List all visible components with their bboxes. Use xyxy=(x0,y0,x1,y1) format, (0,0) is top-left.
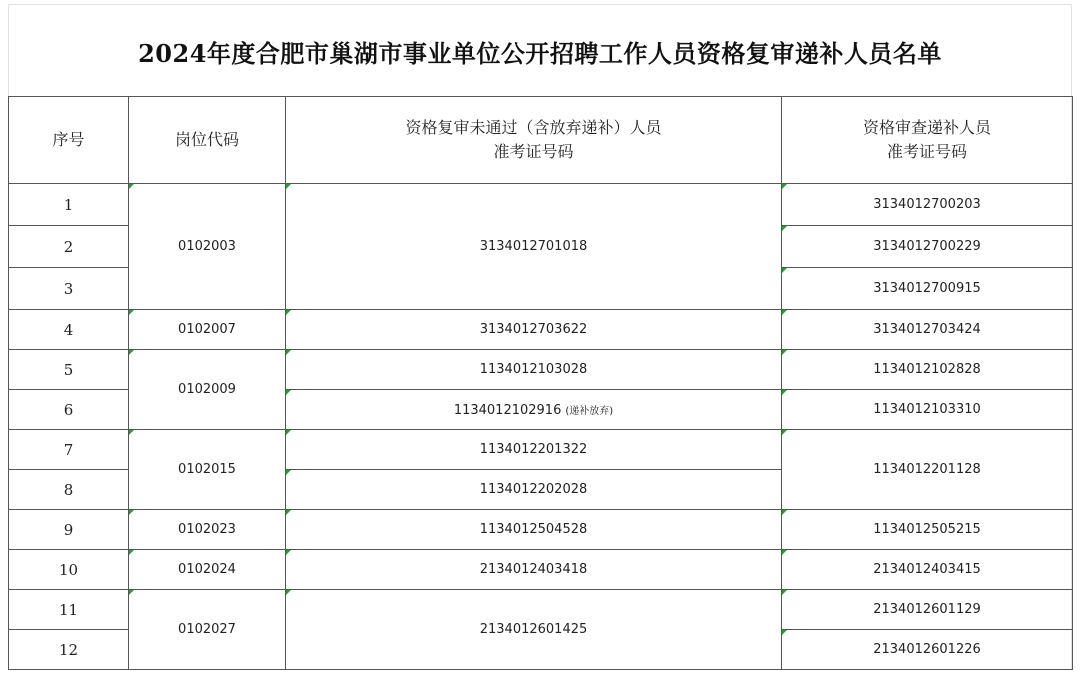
failed-id-cell: 3134012701018 xyxy=(286,184,782,310)
header-row xyxy=(9,97,1073,184)
failed-id-cell: 1134012103028 xyxy=(286,350,782,390)
substitute-id-cell: 3134012700229 xyxy=(782,226,1073,268)
seq-cell: 8 xyxy=(9,470,129,510)
seq-cell: 3 xyxy=(9,268,129,310)
failed-id-cell: 3134012703622 xyxy=(286,310,782,350)
post-code-cell: 0102027 xyxy=(129,590,286,670)
seq-cell: 5 xyxy=(9,350,129,390)
post-code-cell: 0102007 xyxy=(129,310,286,350)
table-row xyxy=(9,550,1073,590)
failed-id-cell: 2134012403418 xyxy=(286,550,782,590)
failed-id-cell xyxy=(286,390,782,430)
failed-id-text: 1134012102916 xyxy=(453,402,562,418)
header-sub-line2: 准考证号码 xyxy=(886,142,967,161)
seq-cell: 6 xyxy=(9,390,129,430)
substitute-id-cell: 1134012102828 xyxy=(782,350,1073,390)
seq-cell: 2 xyxy=(9,226,129,268)
document-title: 2024年度合肥市巢湖市事业单位公开招聘工作人员资格复审递补人员名单 xyxy=(138,38,942,68)
seq-cell: 12 xyxy=(9,630,129,670)
post-code-cell: 0102015 xyxy=(129,430,286,510)
table-row xyxy=(9,184,1073,226)
header-seq: 序号 xyxy=(9,97,129,184)
header-failed-line1: 资格复审未通过（含放弃递补）人员 xyxy=(405,118,662,137)
failed-id-cell: 1134012202028 xyxy=(286,470,782,510)
substitute-id-cell: 2134012601129 xyxy=(782,590,1073,630)
table-row xyxy=(9,350,1073,390)
post-code-cell: 0102024 xyxy=(129,550,286,590)
header-post-code: 岗位代码 xyxy=(129,97,286,184)
seq-cell: 11 xyxy=(9,590,129,630)
table-row xyxy=(9,310,1073,350)
substitute-id-cell: 2134012403415 xyxy=(782,550,1073,590)
table-row xyxy=(9,430,1073,470)
post-code-cell: 0102009 xyxy=(129,350,286,430)
substitute-id-cell: 2134012601226 xyxy=(782,630,1073,670)
substitute-id-cell: 1134012505215 xyxy=(782,510,1073,550)
failed-id-cell: 2134012601425 xyxy=(286,590,782,670)
header-substitute-candidates xyxy=(782,97,1073,184)
substitute-id-cell: 3134012700915 xyxy=(782,268,1073,310)
failed-id-cell: 1134012201322 xyxy=(286,430,782,470)
seq-cell: 10 xyxy=(9,550,129,590)
table-row xyxy=(9,590,1073,630)
header-failed-line2: 准考证号码 xyxy=(493,142,574,161)
seq-cell: 9 xyxy=(9,510,129,550)
seq-cell: 7 xyxy=(9,430,129,470)
header-sub-line1: 资格审查递补人员 xyxy=(862,118,991,137)
header-failed-candidates xyxy=(286,97,782,184)
substitute-id-cell: 3134012703424 xyxy=(782,310,1073,350)
failed-id-cell: 1134012504528 xyxy=(286,510,782,550)
failed-note: (递补放弃) xyxy=(565,405,614,417)
table-row xyxy=(9,510,1073,550)
substitute-id-cell: 1134012201128 xyxy=(782,430,1073,510)
substitute-id-cell: 3134012700203 xyxy=(782,184,1073,226)
candidate-table xyxy=(8,96,1073,670)
seq-cell: 4 xyxy=(9,310,129,350)
substitute-id-cell: 1134012103310 xyxy=(782,390,1073,430)
seq-cell: 1 xyxy=(9,184,129,226)
post-code-cell: 0102003 xyxy=(129,184,286,310)
post-code-cell: 0102023 xyxy=(129,510,286,550)
